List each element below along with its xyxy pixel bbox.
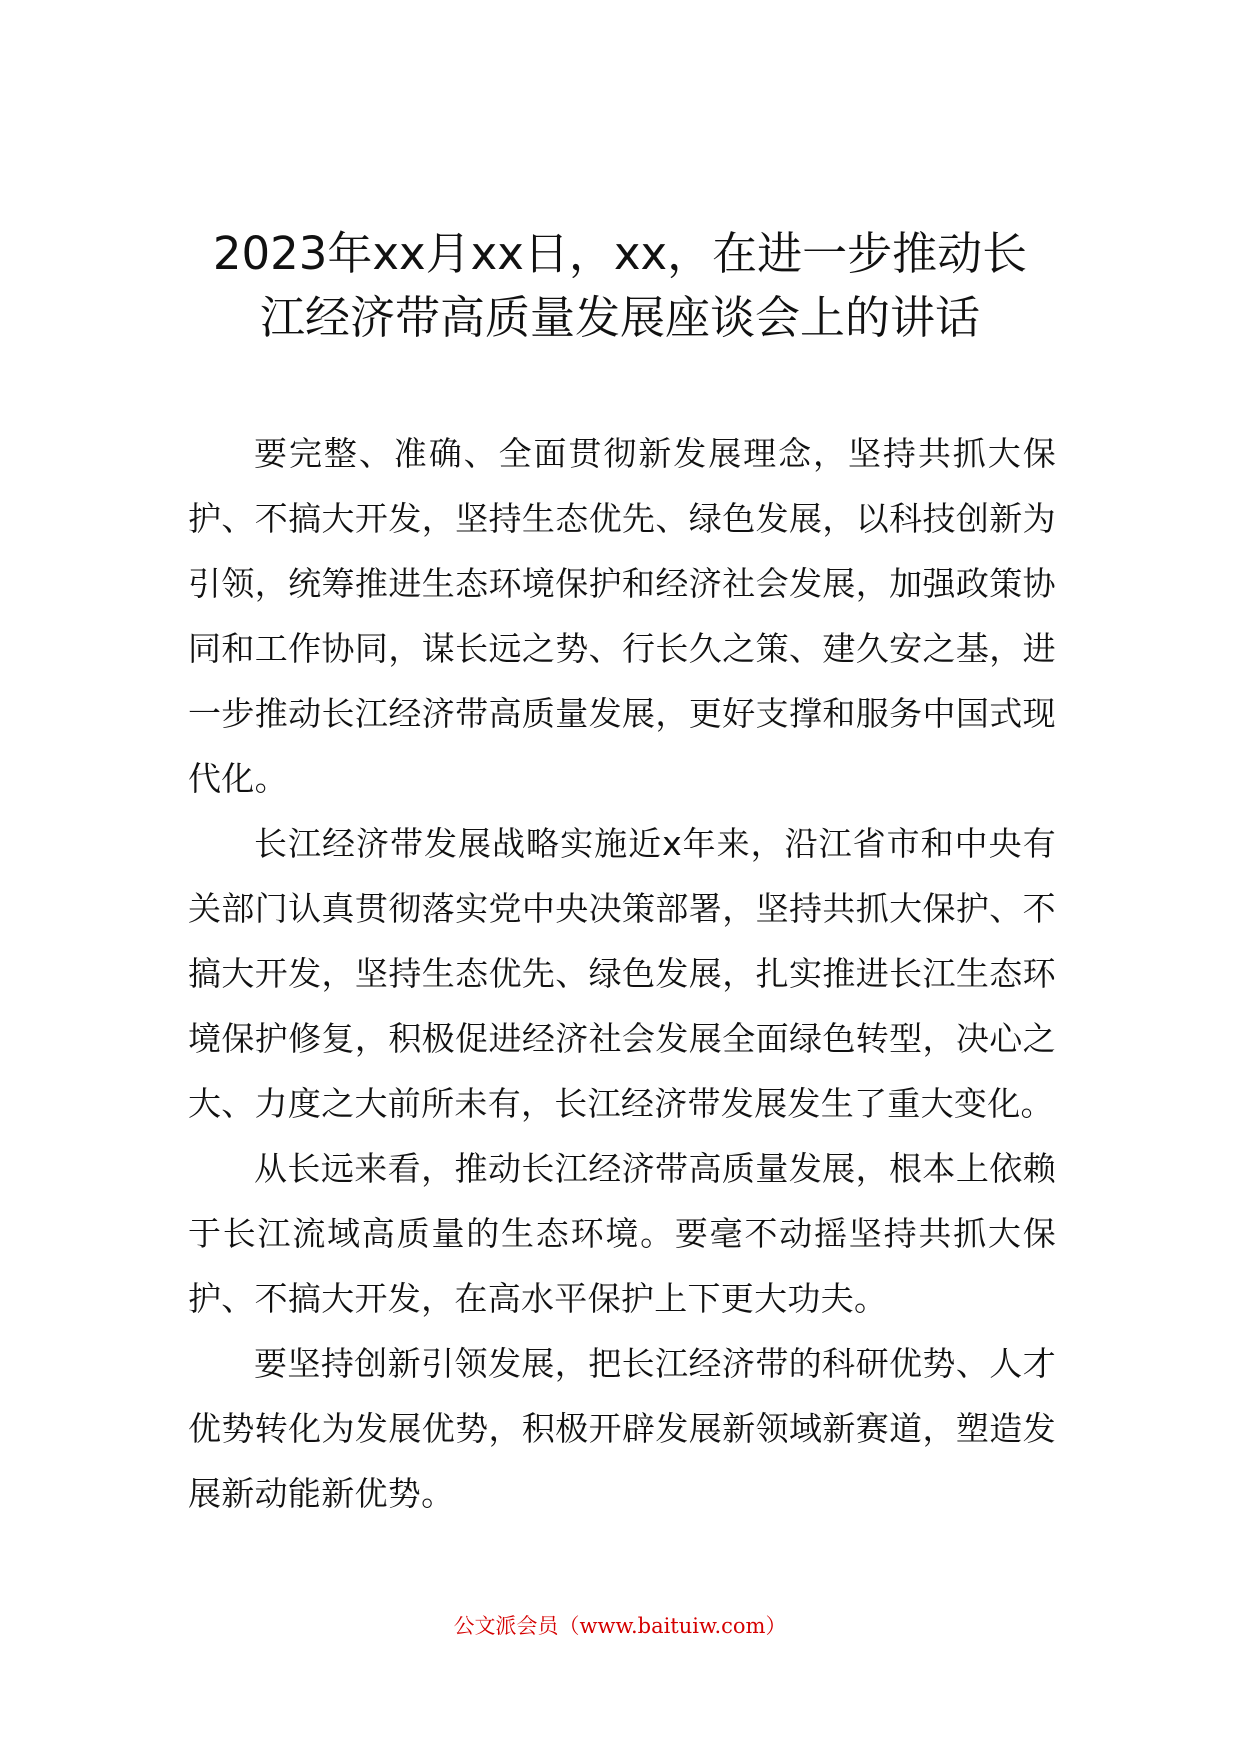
paragraph-4: 要坚持创新引领发展，把长江经济带的科研优势、人才优势转化为发展优势，积极开辟发展新领域新赛道，塑造发展新动能新优势。	[188, 1344, 1056, 1513]
footer-watermark: 公文派会员（www.baituiw.com）	[453, 1614, 787, 1638]
paragraph-2: 长江经济带发展战略实施近x年来，沿江省市和中央有关部门认真贯彻落实党中央决策部署，坚持共抓大保护、不搞大开发，坚持生态优先、绿色发展，扎实推进长江生态环境保护修复，积极促进经济社会发展全面绿色转型，决心之大、力度之大前所未有，长江经济带发展发生了重大变化。	[188, 824, 1056, 1123]
title-line-1: 2023年xx月xx日，xx，在进一步推动长	[212, 227, 1028, 280]
paragraph-1: 要完整、准确、全面贯彻新发展理念，坚持共抓大保护、不搞大开发，坚持生态优先、绿色发展，以科技创新为引领，统筹推进生态环境保护和经济社会发展，加强政策协同和工作协同，谋长远之势、行长久之策、建久安之基，进一步推动长江经济带高质量发展，更好支撑和服务中国式现代化。	[188, 434, 1056, 798]
document-title	[190, 222, 1050, 350]
paragraph-3: 从长远来看，推动长江经济带高质量发展，根本上依赖于长江流域高质量的生态环境。要毫不动摇坚持共抓大保护、不搞大开发，在高水平保护上下更大功夫。	[188, 1149, 1056, 1318]
document-body	[188, 421, 1056, 1526]
title-line-2: 江经济带高质量发展座谈会上的讲话	[259, 291, 980, 344]
